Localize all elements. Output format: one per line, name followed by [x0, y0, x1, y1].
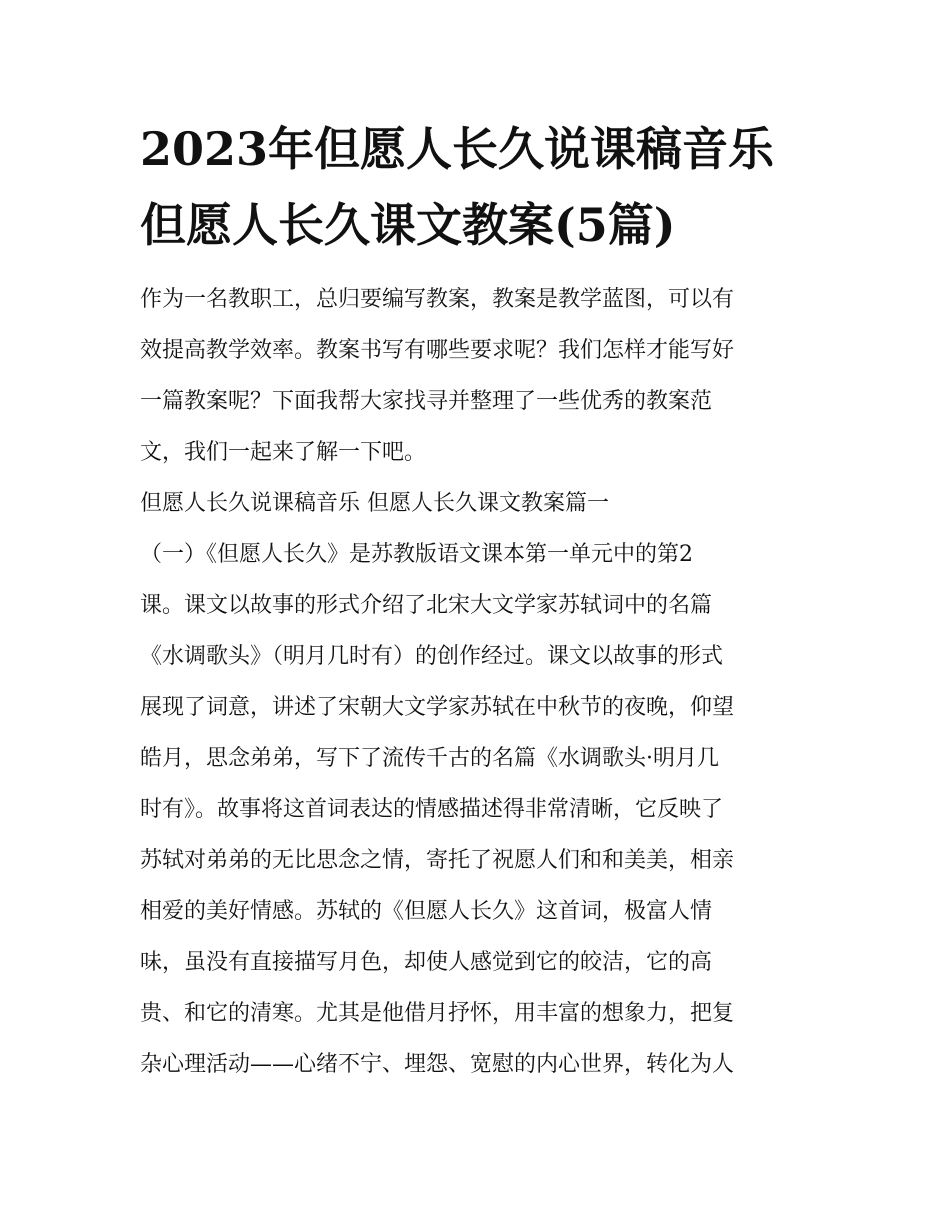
title-count: 5 [575, 198, 608, 252]
body-line-5: 皓月，思念弟弟，写下了流传千古的名篇《水调歌头·明月几 [140, 746, 719, 771]
title-line-1 [140, 122, 820, 176]
body-line-1: （一）《但愿人长久》是苏教版语文课本第一单元中的第2 [140, 542, 693, 567]
title-line-1-text: 年但愿人长久说课稿音乐 [268, 122, 775, 176]
body-line-10: 贵、和它的清寒。尤其是他借月抒怀，用丰富的想象力，把复 [140, 1001, 735, 1026]
body-line-8: 相爱的美好情感。苏轼的《但愿人长久》这首词，极富人情 [140, 899, 713, 924]
body-line-6: 时有》。故事将这首词表达的情感描述得非常清晰，它反映了 [140, 797, 724, 822]
body-line-11: 杂心理活动——心绪不宁、埋怨、宽慰的内心世界，转化为人 [140, 1052, 735, 1077]
body-line-9: 味，虽没有直接描写月色，却使人感觉到它的皎洁，它的高 [140, 950, 713, 975]
body-line-4: 展现了词意，讲述了宋朝大文学家苏轼在中秋节的夜晚，仰望 [140, 695, 735, 720]
body-line-7: 苏轼对弟弟的无比思念之情，寄托了祝愿人们和和美美，相亲 [140, 848, 735, 873]
intro-line-3: 一篇教案呢？下面我帮大家找寻并整理了一些优秀的教案范 [140, 389, 713, 414]
intro-line-2: 效提高教学效率。教案书写有哪些要求呢？我们怎样才能写好 [140, 338, 735, 363]
body-line-2: 课。课文以故事的形式介绍了北宋大文学家苏轼词中的名篇 [140, 593, 713, 618]
intro-line-4: 文，我们一起来了解一下吧。 [140, 440, 427, 465]
body-line-3: 《水调歌头》（明月几时有）的创作经过。课文以故事的形式 [140, 644, 724, 669]
title-line-2-end: 篇) [607, 198, 676, 252]
title-line-2-text: 但愿人长久课文教案( [140, 198, 576, 252]
title-line-2 [140, 198, 820, 252]
intro-line-1: 作为一名教职工，总归要编写教案，教案是教学蓝图，可以有 [140, 287, 735, 312]
section-heading: 但愿人长久说课稿音乐 但愿人长久课文教案篇一 [140, 491, 609, 516]
title-year: 2023 [140, 122, 269, 176]
